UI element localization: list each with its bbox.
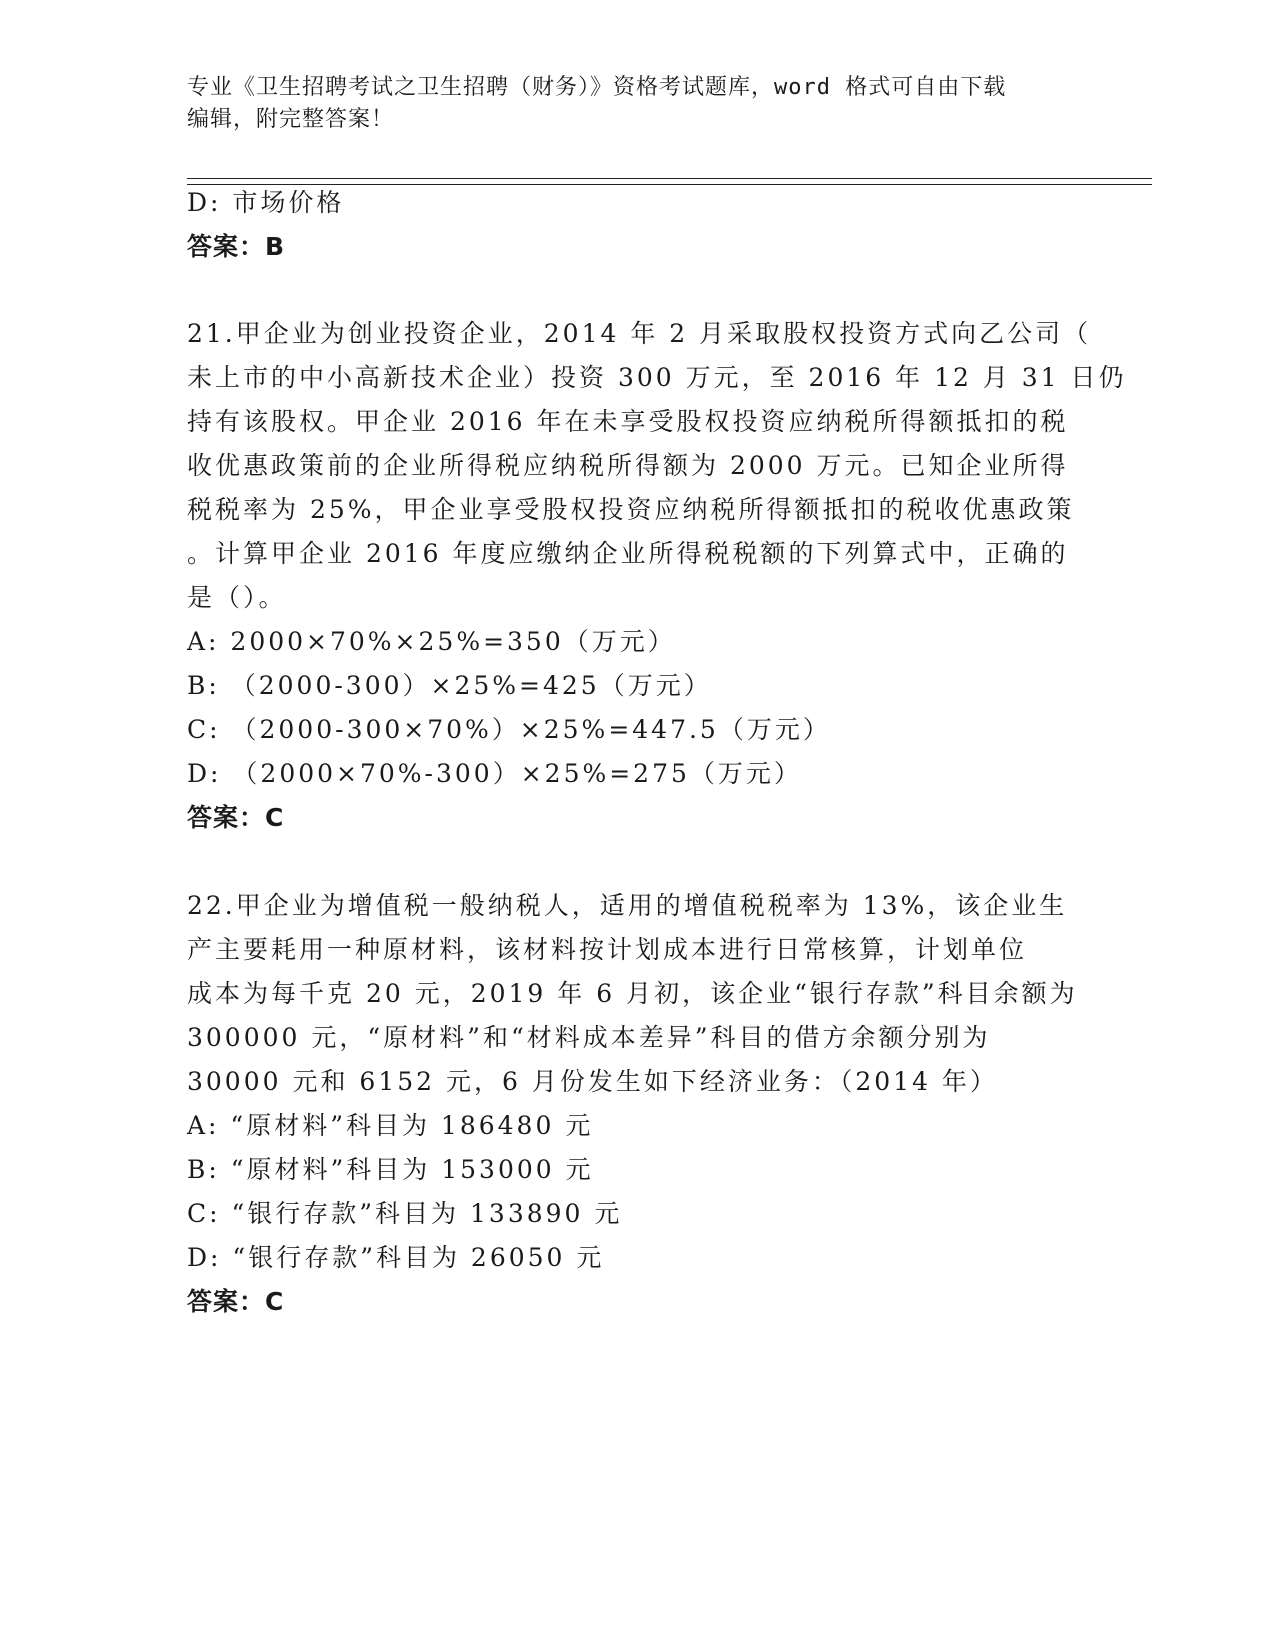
q21-option-a: A: 2000×70%×25%=350（万元）: [187, 627, 676, 656]
q22-answer: 答案：C: [187, 1287, 285, 1316]
q22-text-line: 300000 元，“原材料”和“材料成本差异”科目的借方余额分别为: [187, 1023, 991, 1052]
document-header: [187, 72, 1067, 136]
header-divider: [187, 178, 1152, 185]
q22-option-c: C: “银行存款”科目为 133890 元: [187, 1199, 623, 1228]
q21-text-line: 税税率为 25%，甲企业享受股权投资应纳税所得额抵扣的税收优惠政策: [187, 495, 1075, 524]
header-line-1: 专业《卫生招聘考试之卫生招聘（财务）》资格考试题库，word 格式可自由下载: [187, 75, 1007, 100]
q21-text-line: 。计算甲企业 2016 年度应缴纳企业所得税税额的下列算式中，正确的: [187, 539, 1069, 568]
q21-text-line: 持有该股权。甲企业 2016 年在未享受股权投资应纳税所得额抵扣的税: [187, 407, 1069, 436]
q22-text-line: 成本为每千克 20 元，2019 年 6 月初，该企业“银行存款”科目余额为: [187, 979, 1078, 1008]
q21-text-line: 21.甲企业为创业投资企业，2014 年 2 月采取股权投资方式向乙公司（: [187, 319, 1092, 348]
q22-option-a: A: “原材料”科目为 186480 元: [187, 1111, 594, 1140]
prev-answer: 答案：B: [187, 232, 286, 261]
q21-option-b: B: （2000-300）×25%=425（万元）: [187, 671, 712, 700]
q22-text-line: 产主要耗用一种原材料，该材料按计划成本进行日常核算，计划单位: [187, 935, 1028, 964]
q21-text-line: 未上市的中小高新技术企业）投资 300 万元，至 2016 年 12 月 31 日仍: [187, 363, 1127, 392]
q22-text-line: 22.甲企业为增值税一般纳税人，适用的增值税税率为 13%，该企业生: [187, 891, 1068, 920]
header-line-2: 编辑，附完整答案！: [187, 107, 395, 132]
q21-option-d: D: （2000×70%-300）×25%=275（万元）: [187, 759, 802, 788]
q22-option-d: D: “银行存款”科目为 26050 元: [187, 1243, 605, 1272]
q21-text-line: 收优惠政策前的企业所得税应纳税所得额为 2000 万元。已知企业所得: [187, 451, 1069, 480]
prev-option-d: D: 市场价格: [187, 188, 345, 217]
q21-answer: 答案：C: [187, 803, 285, 832]
q22-text-line: 30000 元和 6152 元，6 月份发生如下经济业务：（2014 年）: [187, 1067, 998, 1096]
q21-option-c: C: （2000-300×70%）×25%=447.5（万元）: [187, 715, 831, 744]
q21-text-line: 是（）。: [187, 583, 287, 612]
q22-option-b: B: “原材料”科目为 153000 元: [187, 1155, 594, 1184]
